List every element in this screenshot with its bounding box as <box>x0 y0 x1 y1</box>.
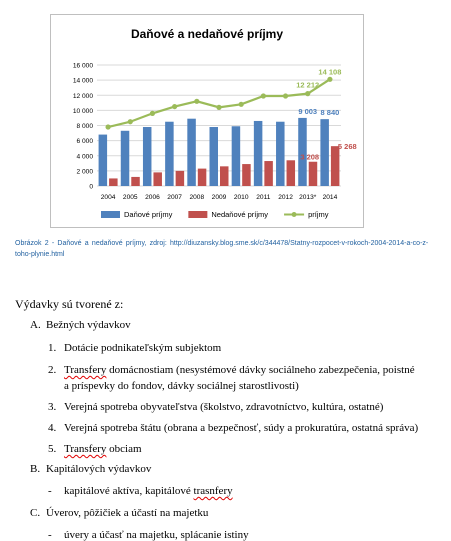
list-item: Transfery domácnostiam (nesystémové dávky sociálneho zabezpečenia, poistné <box>64 364 415 376</box>
list-item: Úverov, pôžičiek a účastí na majetku <box>46 507 209 519</box>
legend-label: príjmy <box>308 210 329 219</box>
x-tick-label: 2007 <box>167 194 182 201</box>
data-label: 14 108 <box>318 67 342 77</box>
bar <box>331 146 340 186</box>
x-tick-label: 2005 <box>122 194 138 201</box>
line-point <box>327 77 332 82</box>
list-item: a príspevky do fondov, dávky sociálnej starostlivosti) <box>64 380 299 392</box>
x-tick-label: 2012 <box>278 194 293 201</box>
legend-label: Daňové príjmy <box>124 210 173 219</box>
y-tick-label: 6 000 <box>76 138 93 146</box>
list-marker: 4. <box>48 422 57 434</box>
bar <box>220 166 229 186</box>
line-point <box>216 105 221 110</box>
list-marker: B. <box>30 463 41 475</box>
x-tick-label: 2006 <box>145 194 160 201</box>
y-tick-label: 8 000 <box>76 123 93 130</box>
bar <box>210 127 219 186</box>
line-point <box>239 102 244 107</box>
list-item: Transfery obciam <box>64 443 142 455</box>
list-marker: - <box>48 485 52 497</box>
bar <box>232 126 241 186</box>
bar <box>242 164 251 186</box>
list-marker: C. <box>30 507 41 519</box>
bar <box>121 131 130 186</box>
list-item: úvery a účasť na majetku, splácanie istiny <box>64 529 249 541</box>
bar <box>176 171 185 186</box>
x-tick-label: 2013* <box>299 194 317 201</box>
spellcheck-flag: Transfery <box>64 443 107 455</box>
list-item: kapitálové aktíva, kapitálové trasnfery <box>64 485 233 497</box>
bar <box>131 177 140 186</box>
y-tick-label: 12 000 <box>72 92 93 100</box>
expenses-intro: Výdavky sú tvorené z: <box>15 297 124 311</box>
legend-swatch <box>188 211 207 218</box>
line-point <box>172 104 177 109</box>
bar <box>198 169 207 186</box>
revenue-chart <box>50 14 364 228</box>
line-point <box>128 119 133 124</box>
list-item: Verejná spotreba obyvateľstva (školstvo, zdravotníctvo, kultúra, ostatné) <box>64 401 384 413</box>
bar <box>165 122 174 186</box>
list-item: Verejná spotreba štátu (obrana a bezpečnosť, súdy a prokuratúra, ostatná správa) <box>64 422 419 434</box>
bar <box>287 160 296 186</box>
line-point <box>305 91 310 96</box>
legend-label: Nedaňové príjmy <box>211 210 269 219</box>
bar <box>276 122 285 186</box>
bar <box>187 119 196 186</box>
x-tick-label: 2009 <box>211 194 227 201</box>
bar <box>99 135 108 186</box>
list-marker: 3. <box>48 401 57 413</box>
line-point <box>150 111 155 116</box>
spellcheck-flag: trasnfery <box>193 485 233 497</box>
list-item: Dotácie podnikateľským subjektom <box>64 342 222 354</box>
bar <box>254 121 263 186</box>
list-marker: 1. <box>48 342 57 354</box>
x-tick-label: 2008 <box>189 194 205 201</box>
data-label: 12 212 <box>296 80 320 90</box>
list-marker: 2. <box>48 364 57 376</box>
bar <box>309 162 318 186</box>
line-point <box>261 93 266 98</box>
y-tick-label: 2 000 <box>76 168 93 176</box>
y-tick-label: 4 000 <box>76 153 93 161</box>
data-label: 3 208 <box>300 152 320 162</box>
x-tick-label: 2010 <box>233 194 249 201</box>
x-tick-label: 2011 <box>256 194 271 201</box>
bar <box>320 119 329 186</box>
spellcheck-flag: Transfery <box>64 364 107 376</box>
bar <box>264 161 273 186</box>
legend-swatch <box>292 212 297 217</box>
data-label: 8 840 <box>320 108 340 118</box>
chart-title: Daňové a nedaňové príjmy <box>130 27 284 41</box>
figure-caption: Obrázok 2 - Daňové a nedaňové príjmy, zdroj: http://diuzansky.blog.sme.sk/c/344478/Statny-rozpocet-v-rokoch-2004-2014-a-co-z-toho-plynie.html <box>15 240 429 258</box>
data-label: 5 268 <box>337 142 357 152</box>
y-tick-label: 16 000 <box>72 62 93 70</box>
bar <box>143 127 152 186</box>
line-point <box>105 124 110 129</box>
y-tick-label: 14 000 <box>72 77 93 85</box>
list-marker: A. <box>30 319 41 331</box>
x-tick-label: 2004 <box>100 194 116 201</box>
list-marker: 5. <box>48 443 57 455</box>
list-item: Kapitálových výdavkov <box>46 463 152 475</box>
data-label: 9 003 <box>298 106 318 116</box>
x-tick-label: 2014 <box>322 194 338 201</box>
line-point <box>283 93 288 98</box>
legend-swatch <box>101 211 120 218</box>
bar <box>109 178 118 186</box>
bar <box>153 172 162 186</box>
list-marker: - <box>48 529 52 541</box>
chart-canvas <box>51 15 363 227</box>
line-point <box>194 99 199 104</box>
y-tick-label: 0 <box>89 183 93 191</box>
y-tick-label: 10 000 <box>72 107 93 115</box>
list-item: Bežných výdavkov <box>46 319 131 331</box>
